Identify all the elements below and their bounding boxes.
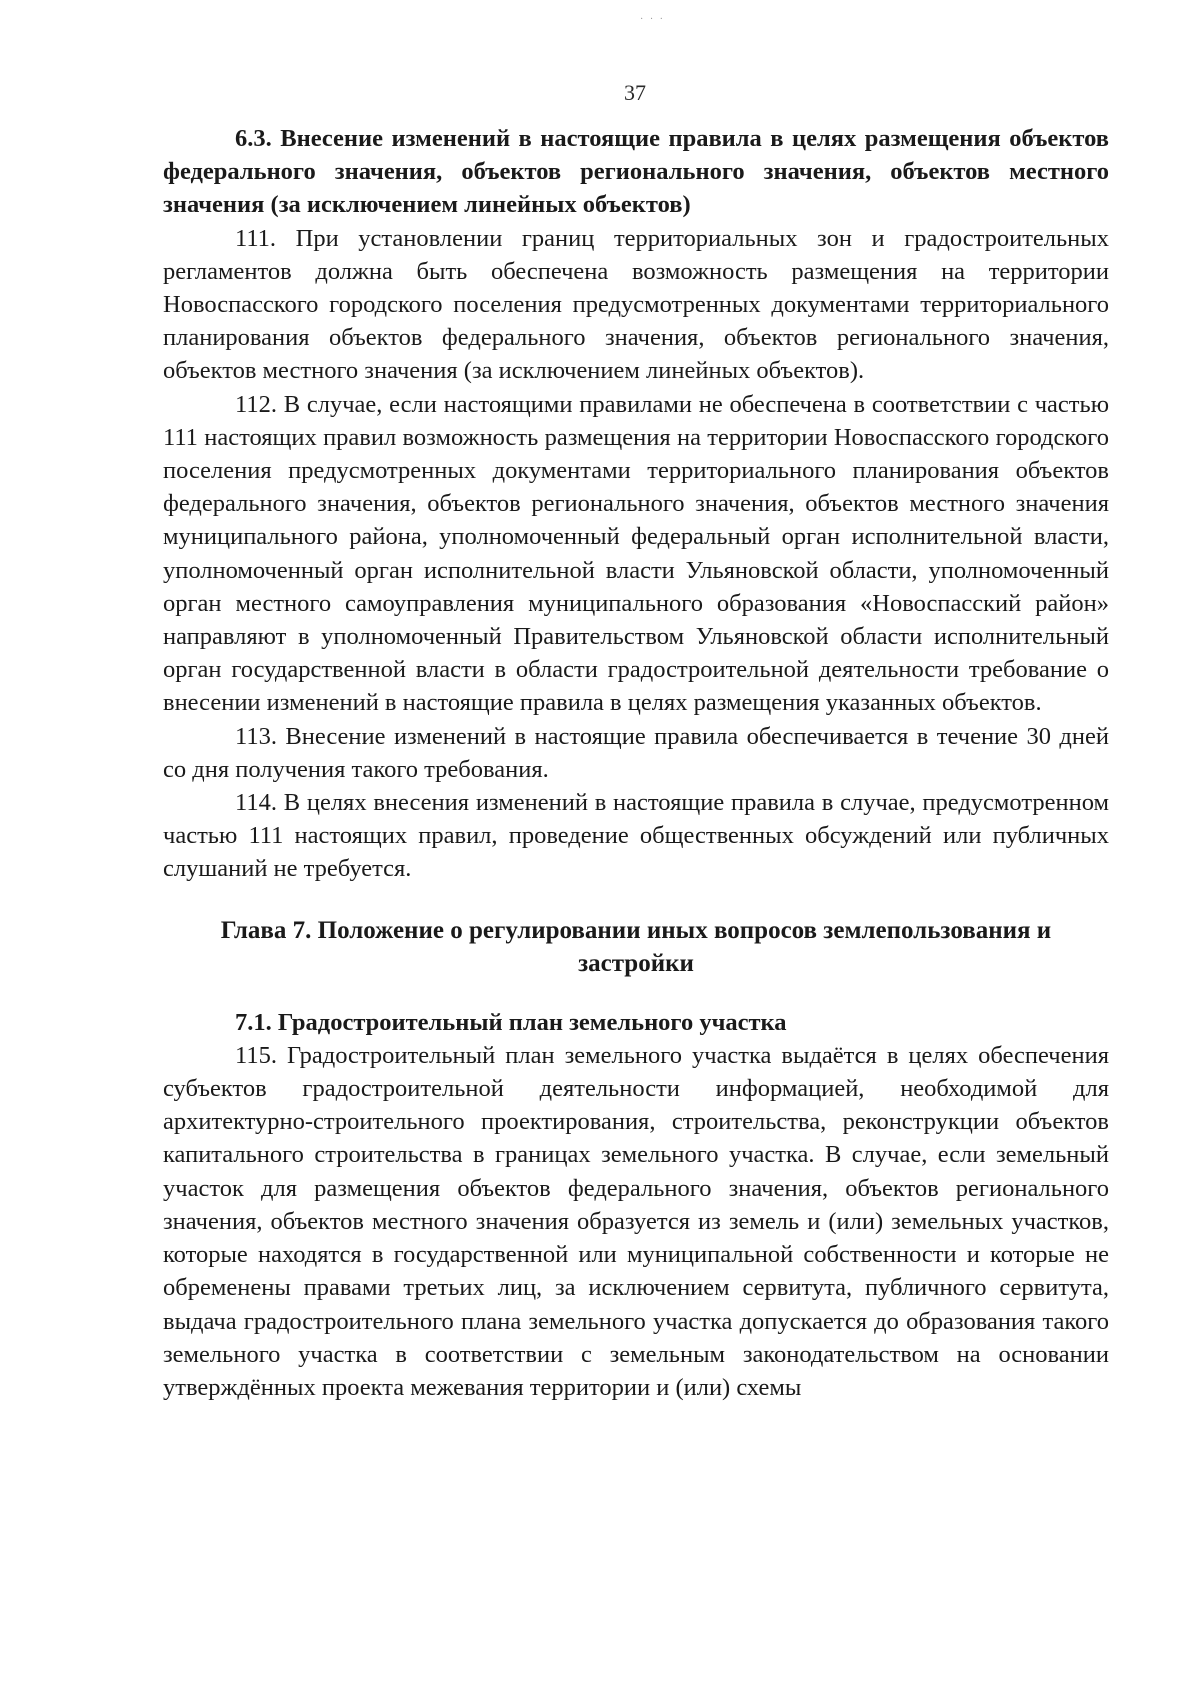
section-heading-6-3: 6.3. Внесение изменений в настоящие правила в целях размещения объектов федерального значения, объектов регионального значения, объектов местного значения (за исключением линейных объектов) <box>163 125 1109 219</box>
section-heading-7-1: 7.1. Градостроительный план земельного участка <box>235 1008 787 1036</box>
page-number: 37 <box>624 80 646 105</box>
paragraph-113: 113. Внесение изменений в настоящие правила обеспечивается в течение 30 дней со дня получения такого требования. <box>163 722 1109 783</box>
document-body <box>163 122 1109 1404</box>
scan-artifact-mark: · · · <box>640 14 665 25</box>
paragraph-112: 112. В случае, если настоящими правилами не обеспечена в соответствии с частью 111 настоящих правил возможность размещения на территории Новоспасского городского поселения предусмотренных документами территориального планирования объектов федерального значения, объектов регионального значения, объектов местного значения муниципального района, уполномоченный федеральный орган исполнительной власти, уполномоченный орган исполнительной власти Ульяновской области, уполномоченный орган местного самоуправления муниципального образования «Новоспасский район» направляют в уполномоченный Правительством Ульяновской области исполнительный орган государственной власти в области градостроительной деятельности требование о внесении изменений в настоящие правила в целях размещения указанных объектов. <box>163 390 1109 717</box>
paragraph-111: 111. При установлении границ территориальных зон и градостроительных регламентов должна быть обеспечена возможность размещения на территории Новоспасского городского поселения предусмотренных документами территориального планирования объектов федерального значения, объектов регионального значения, объектов местного значения (за исключением линейных объектов). <box>163 224 1109 385</box>
paragraph-114: 114. В целях внесения изменений в настоящие правила в случае, предусмотренном частью 111 настоящих правил, проведение общественных обсуждений или публичных слушаний не требуется. <box>163 789 1109 883</box>
chapter-title-7: Глава 7. Положение о регулировании иных вопросов землепользования и застройки <box>220 916 1052 977</box>
paragraph-115: 115. Градостроительный план земельного участка выдаётся в целях обеспечения субъектов градостроительной деятельности информацией, необходимой для архитектурно-строительного проектирования, строительства, реконструкции объектов капитального строительства в границах земельного участка. В случае, если земельный участок для размещения объектов федерального значения, объектов регионального значения, объектов местного значения образуется из земель и (или) земельных участков, которые находятся в государственной или муниципальной собственности и которые не обременены правами третьих лиц, за исключением сервитута, публичного сервитута, выдача градостроительного плана земельного участка допускается до образования такого земельного участка в соответствии с земельным законодательством на основании утверждённых проекта межевания территории и (или) схемы <box>163 1041 1109 1401</box>
